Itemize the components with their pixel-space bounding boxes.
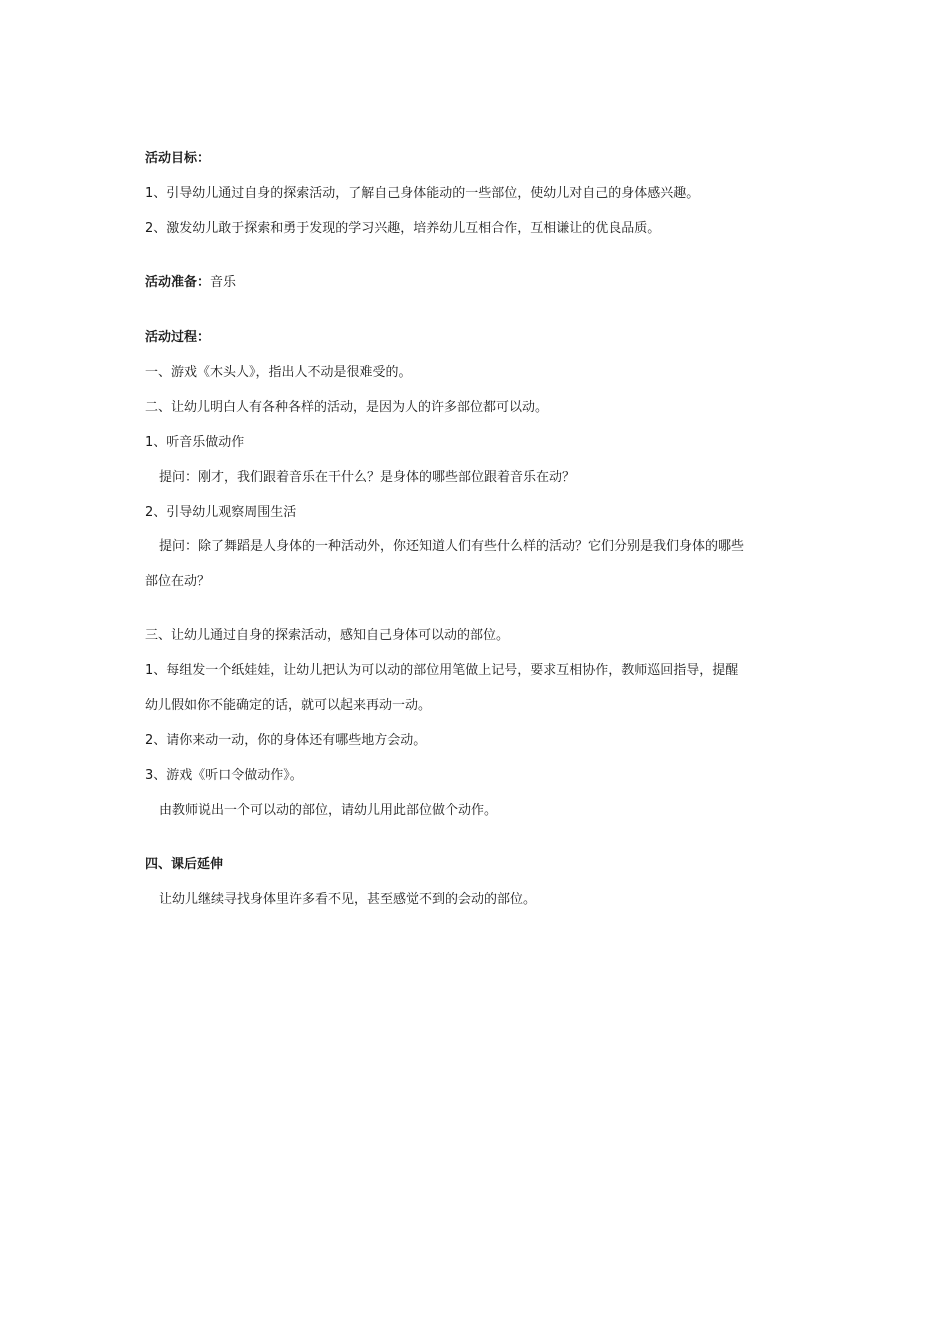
preparation-line	[145, 274, 236, 292]
process-step-3-3-desc: 由教师说出一个可以动的部位，请幼儿用此部位做个动作。	[159, 803, 498, 818]
preparation-value: 音乐	[210, 275, 237, 290]
process-step-2-2-question-cont: 部位在动？	[145, 574, 211, 589]
process-step-3-2: 2、请你来动一动，你的身体还有哪些地方会动。	[145, 733, 427, 748]
process-heading: 活动过程：	[145, 330, 211, 345]
process-step-2-2: 2、引导幼儿观察周围生活	[145, 505, 297, 520]
objective-item-2: 2、激发幼儿敢于探索和勇于发现的学习兴趣，培养幼儿互相合作，互相谦让的优良品质。	[145, 221, 661, 236]
process-step-2-1: 1、听音乐做动作	[145, 435, 245, 450]
preparation-heading: 活动准备：	[145, 275, 211, 290]
objectives-heading: 活动目标：	[145, 151, 211, 166]
process-step-3: 三、让幼儿通过自身的探索活动，感知自己身体可以动的部位。	[145, 628, 510, 643]
objective-item-1: 1、引导幼儿通过自身的探索活动，了解自己身体能动的一些部位，使幼儿对自己的身体感兴趣。	[145, 186, 700, 201]
extension-text: 让幼儿继续寻找身体里许多看不见，甚至感觉不到的会动的部位。	[159, 892, 537, 907]
process-step-1: 一、游戏《木头人》，指出人不动是很难受的。	[145, 365, 412, 380]
process-step-3-3: 3、游戏《听口令做动作》。	[145, 768, 303, 783]
process-step-2-2-question: 提问：除了舞蹈是人身体的一种活动外，你还知道人们有些什么样的活动？它们分别是我们身体的哪些	[159, 539, 745, 554]
process-step-2: 二、让幼儿明白人有各种各样的活动，是因为人的许多部位都可以动。	[145, 400, 549, 415]
process-step-3-1-cont: 幼儿假如你不能确定的话，就可以起来再动一动。	[145, 698, 432, 713]
process-step-2-1-question: 提问：刚才，我们跟着音乐在干什么？是身体的哪些部位跟着音乐在动？	[159, 470, 576, 485]
extension-heading: 四、课后延伸	[145, 857, 224, 872]
process-step-3-1: 1、每组发一个纸娃娃，让幼儿把认为可以动的部位用笔做上记号，要求互相协作，教师巡回指导，提醒	[145, 663, 739, 678]
